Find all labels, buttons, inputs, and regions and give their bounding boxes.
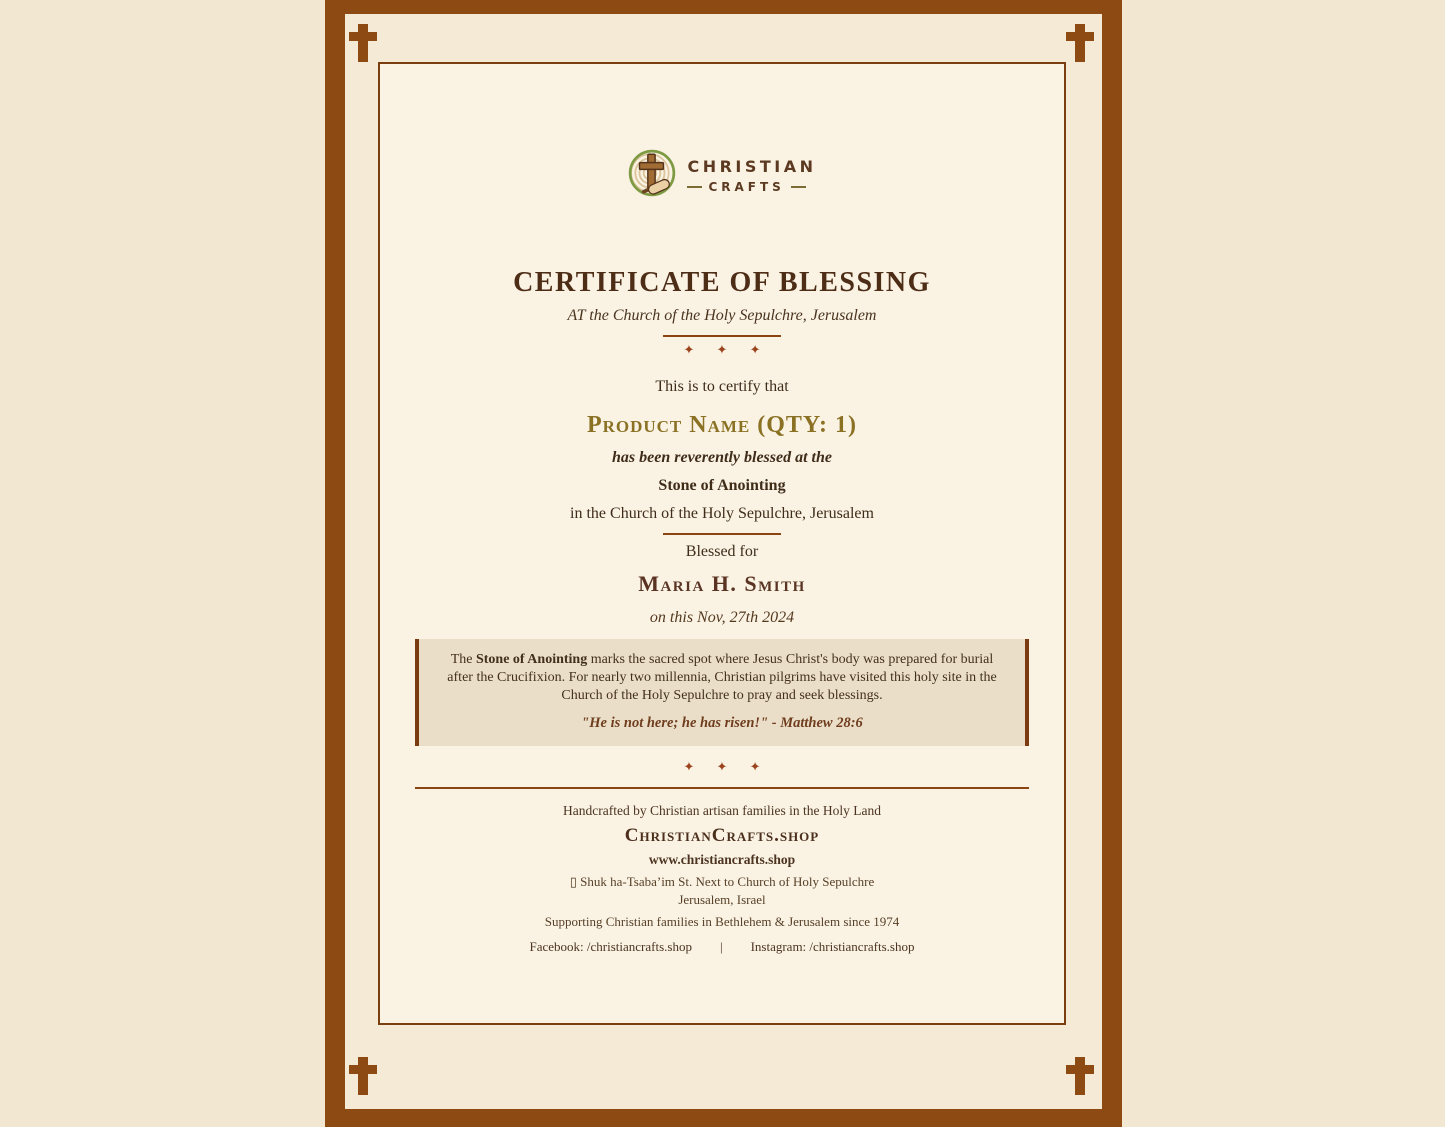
certificate-card-inner <box>345 14 1102 1109</box>
brand-name-bottom: CRAFTS <box>708 180 785 194</box>
shop-name: ChristianCrafts.shop <box>624 825 820 846</box>
supporting-line: Supporting Christian families in Bethlehem & Jerusalem since 1974 <box>544 914 900 929</box>
stone-of-anointing-line: Stone of Anointing <box>658 477 786 494</box>
divider-rule <box>663 533 781 535</box>
recipient-name: Maria H. Smith <box>638 571 806 596</box>
blessed-at-line: has been reverently blessed at the <box>612 449 832 466</box>
brand-dash-left <box>687 186 702 188</box>
social-divider: | <box>719 939 723 954</box>
brand-wordmark <box>687 157 816 194</box>
shop-address <box>380 873 1064 909</box>
stone-info-bold: Stone of Anointing <box>475 652 588 667</box>
social-links-row <box>380 939 1064 955</box>
diamond-separator-top: ✦ ✦ ✦ <box>683 343 770 358</box>
church-line: in the Church of the Holy Sepulchre, Jerusalem <box>570 505 874 522</box>
blessing-date: on this Nov, 27th 2024 <box>649 609 795 626</box>
certificate-card <box>325 0 1122 1127</box>
corner-cross-icon <box>1066 24 1094 62</box>
corner-cross-icon <box>349 1057 377 1095</box>
scripture-quote: "He is not here; he has risen!" - Matthew 28:6 <box>581 715 863 731</box>
footer-divider-rule <box>415 787 1029 789</box>
brand-name-top: CHRISTIAN <box>687 157 817 176</box>
instagram-handle: Instagram: /christiancrafts.shop <box>750 939 915 954</box>
address-line-1: ▯ Shuk ha-Tsaba’im St. Next to Church of Holy Sepulchre <box>569 874 875 889</box>
corner-cross-icon <box>349 24 377 62</box>
diamond-separator-bottom: ✦ ✦ ✦ <box>683 760 770 775</box>
certificate-subtitle: AT the Church of the Holy Sepulchre, Jerusalem <box>567 307 877 324</box>
website-url: www.christiancrafts.shop <box>648 852 796 867</box>
brand-dash-right <box>791 186 806 188</box>
stone-info-text: The Stone of Anointing marks the sacred spot where Jesus Christ's body was prepared for burial after the Crucifixion. For nearly two millennia, Christian pilgrims have visited this holy site in the Church of the Holy Sepulchre to pray and seek blessings. <box>447 652 997 703</box>
christian-crafts-logo-icon <box>627 148 677 203</box>
blessed-for-label: Blessed for <box>685 543 759 560</box>
divider-rule <box>663 335 781 337</box>
certificate-title: CERTIFICATE OF BLESSING <box>513 267 931 298</box>
product-name: Product Name (QTY: 1) <box>586 412 858 438</box>
facebook-handle: Facebook: /christiancrafts.shop <box>529 939 692 954</box>
stone-info-box <box>415 639 1029 746</box>
handcrafted-line: Handcrafted by Christian artisan families in the Holy Land <box>563 803 881 818</box>
certificate-panel <box>378 62 1066 1025</box>
corner-cross-icon <box>1066 1057 1094 1095</box>
brand-logo <box>380 148 1064 203</box>
certify-line: This is to certify that <box>655 378 789 395</box>
address-line-2: Jerusalem, Israel <box>678 892 766 907</box>
